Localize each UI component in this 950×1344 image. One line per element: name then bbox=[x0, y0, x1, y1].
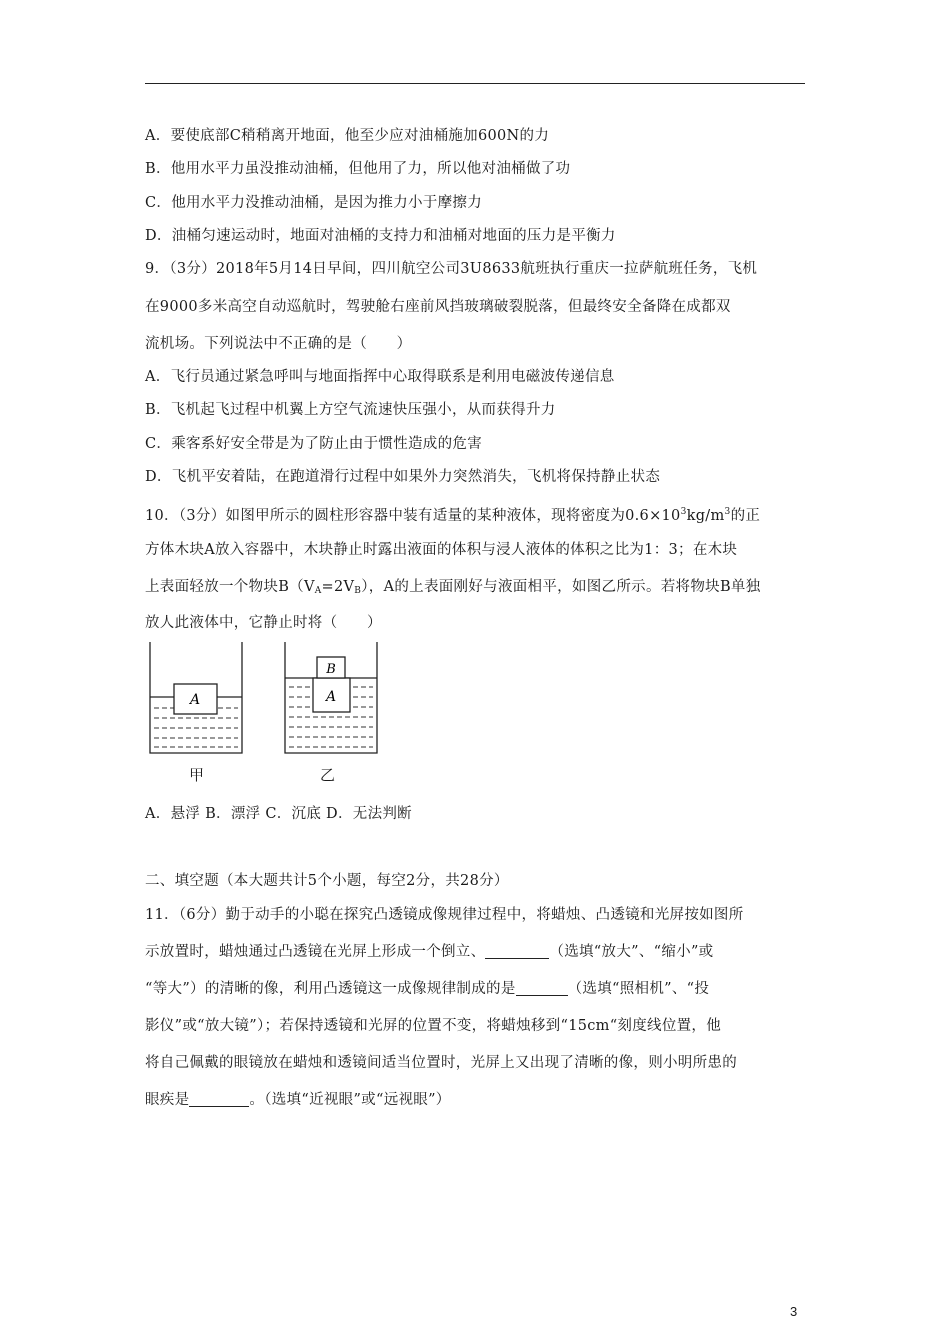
q8-option-a: A．要使底部C稍稍离开地面，他至少应对油桶施加600N的力 bbox=[145, 128, 550, 144]
q10-figure bbox=[145, 640, 395, 790]
q10-text: =2V bbox=[321, 579, 355, 595]
q10-stem-line4: 放人此液体中，它静止时将（ ） bbox=[145, 615, 382, 631]
q10-subscript: A bbox=[314, 586, 322, 596]
block-a-right-label: A bbox=[325, 689, 337, 705]
page-number: 3 bbox=[790, 1304, 798, 1319]
q9-stem-line2: 在9000多米高空自动巡航时，驾驶舱右座前风挡玻璃破裂脱落，但最终安全备降在成都双 bbox=[145, 299, 731, 315]
q11-line1: 11．（6分）勤于动手的小聪在探究凸透镜成像规律过程中，将蜡烛、凸透镜和光屏按如图所 bbox=[145, 907, 744, 923]
q11-text: 示放置时，蜡烛通过凸透镜在光屏上形成一个倒立、 bbox=[145, 944, 486, 960]
q9-stem-line3: 流机场。下列说法中不正确的是（ ） bbox=[145, 336, 412, 352]
q10-stem-line3 bbox=[145, 577, 761, 601]
containers-diagram bbox=[145, 640, 395, 790]
q10-subscript: B bbox=[354, 586, 362, 596]
q8-option-b: B．他用水平力虽没推动油桶，但他用了力，所以他对油桶做了功 bbox=[145, 161, 571, 177]
q9-option-c: C．乘客系好安全带是为了防止由于惯性造成的危害 bbox=[145, 436, 482, 452]
q11-line6 bbox=[145, 1090, 451, 1110]
header-rule bbox=[145, 83, 805, 84]
q9-stem-line1: 9．（3分）2018年5月14日早间，四川航空公司3U8633航班执行重庆一拉萨航班任务，飞机 bbox=[145, 261, 758, 277]
q10-text: 10．（3分）如图甲所示的圆柱形容器中装有适量的某种液体，现将密度为0.6×10 bbox=[145, 508, 681, 524]
q8-option-d: D．油桶匀速运动时，地面对油桶的支持力和油桶对地面的压力是平衡力 bbox=[145, 228, 616, 244]
q11-line4: 影仪”或“放大镜”）；若保持透镜和光屏的位置不变，将蜡烛移到“15cm“刻度线位置，他 bbox=[145, 1018, 722, 1034]
q10-text: ），A的上表面刚好与液面相平，如图乙所示。若将物块B单独 bbox=[361, 579, 761, 595]
q11-text: （选填“放大”、“缩小”或 bbox=[549, 944, 714, 960]
q10-stem-line2: 方体木块A放入容器中，木块静止时露出液面的体积与浸人液体的体积之比为1：3；在木块 bbox=[145, 542, 738, 558]
caption-jia: 甲 bbox=[189, 766, 205, 784]
q11-text: 眼疾是 bbox=[145, 1092, 190, 1108]
answer-blank-1[interactable] bbox=[485, 944, 549, 959]
block-a-left-label: A bbox=[189, 692, 201, 708]
answer-blank-3[interactable] bbox=[189, 1092, 249, 1107]
section2-title: 二、填空题（本大题共计5个小题，每空2分，共28分） bbox=[145, 873, 509, 889]
q11-line5: 将自己佩戴的眼镜放在蜡烛和透镜间适当位置时，光屏上又出现了清晰的像，则小明所患的 bbox=[145, 1055, 737, 1071]
q9-option-b: B．飞机起飞过程中机翼上方空气流速快压强小，从而获得升力 bbox=[145, 402, 556, 418]
q10-superscript: 3 bbox=[680, 507, 687, 517]
caption-yi: 乙 bbox=[320, 766, 336, 784]
answer-blank-2[interactable] bbox=[516, 981, 568, 996]
q10-text: 上表面轻放一个物块B（V bbox=[145, 579, 315, 595]
q9-option-a: A．飞行员通过紧急呼叫与地面指挥中心取得联系是利用电磁波传递信息 bbox=[145, 369, 615, 385]
q9-option-d: D．飞机平安着陆，在跑道滑行过程中如果外力突然消失，飞机将保持静止状态 bbox=[145, 469, 661, 485]
q11-line2 bbox=[145, 942, 713, 962]
q10-text: 的正 bbox=[730, 508, 761, 524]
q11-text: “等大”）的清晰的像，利用凸透镜这一成像规律制成的是 bbox=[145, 981, 516, 997]
q10-superscript: 3 bbox=[724, 507, 731, 517]
q8-option-c: C．他用水平力没推动油桶，是因为推力小于摩擦力 bbox=[145, 195, 482, 211]
q11-line3 bbox=[145, 979, 709, 999]
q11-text: 。（选填“近视眼”或“远视眼”） bbox=[249, 1092, 451, 1108]
block-b-label: B bbox=[326, 662, 336, 677]
q11-text: （选填“照相机”、“投 bbox=[567, 981, 710, 997]
q10-stem-line1 bbox=[145, 502, 760, 526]
q10-unit: kg/m bbox=[686, 508, 725, 524]
q10-options: A．悬浮 B．漂浮 C．沉底 D．无法判断 bbox=[145, 806, 412, 822]
